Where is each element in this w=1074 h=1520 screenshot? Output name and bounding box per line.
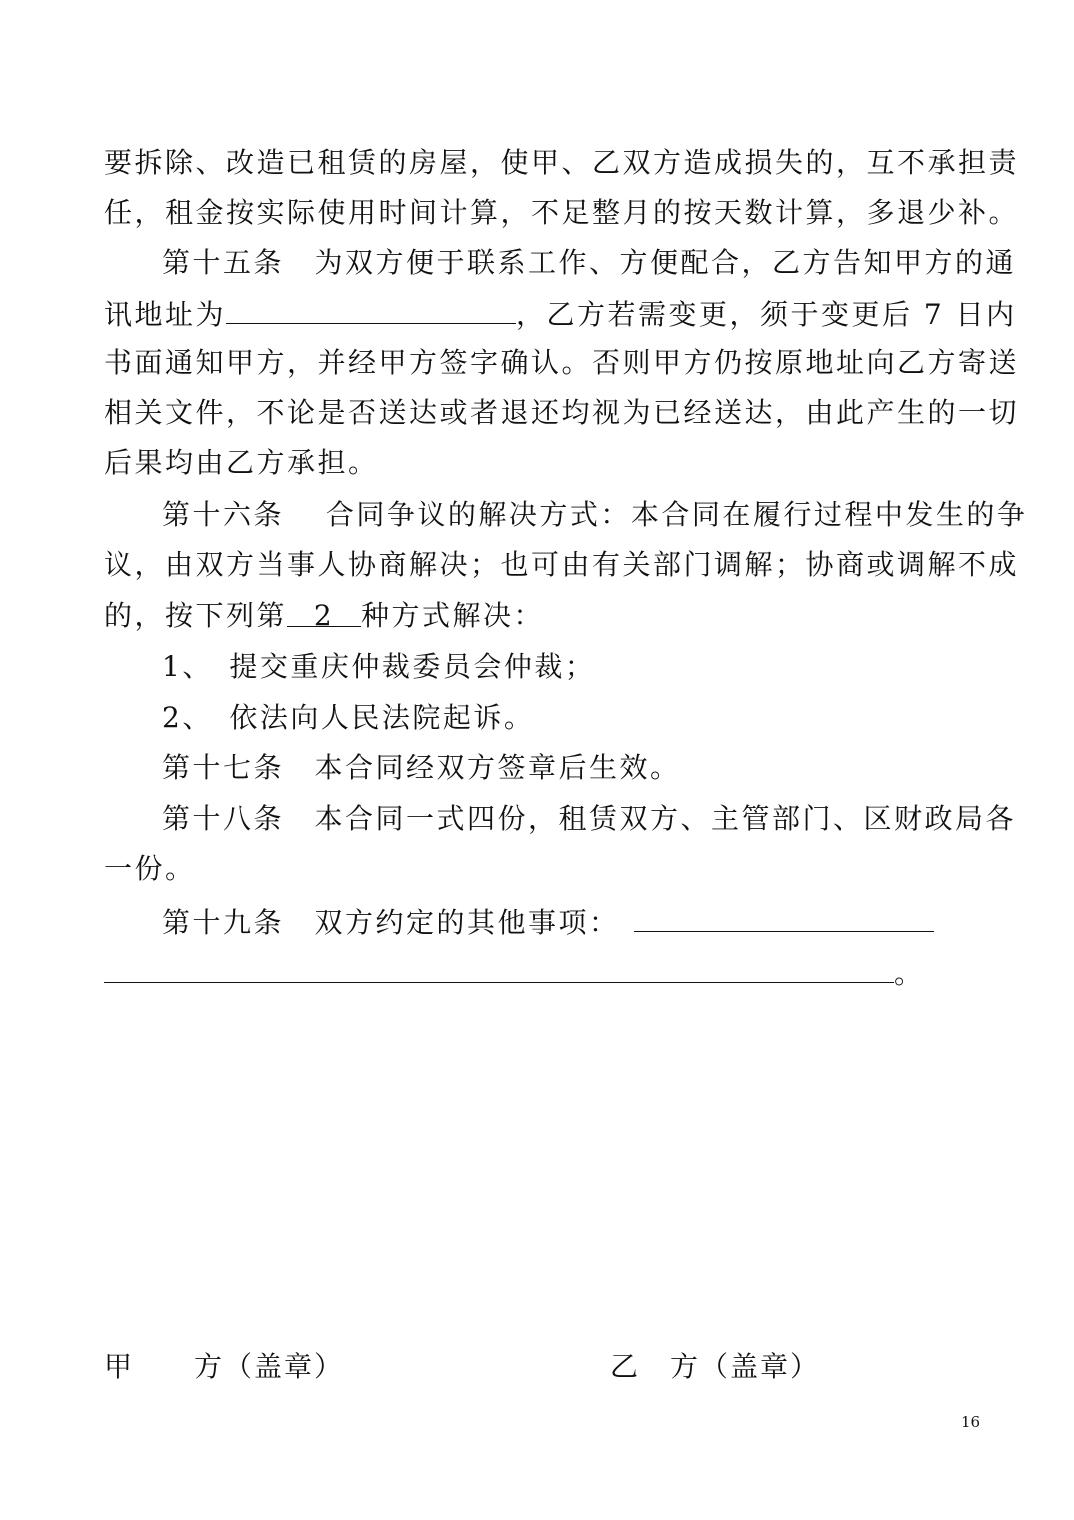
option-2: 2、 依法向人民法院起诉。	[162, 701, 535, 734]
option-choice-blank[interactable]	[287, 596, 361, 632]
article-15-line-4: 相关文件，不论是否送达或者退还均视为已经送达，由此产生的一切	[104, 396, 1020, 429]
option-choice-value: 2	[313, 599, 335, 632]
address-blank[interactable]	[226, 293, 516, 324]
article-15-line-3: 书面通知甲方，并经甲方签字确认。否则甲方仍按原地址向乙方寄送	[104, 346, 1020, 379]
other-matters-blank-2[interactable]	[104, 952, 894, 983]
article-19-line-1	[162, 901, 934, 943]
article-18-line-1: 第十八条 本合同一式四份，租赁双方、主管部门、区财政局各	[162, 802, 1017, 835]
page-number: 16	[961, 1413, 981, 1431]
party-a-seal: 甲 方（盖章）	[104, 1350, 345, 1383]
address-suffix: ，乙方若需变更，须于变更后 7 日内	[516, 298, 1017, 331]
article-16-line-1: 第十六条 合同争议的解决方式：本合同在履行过程中发生的争	[162, 498, 1028, 531]
article-16-line-3	[104, 596, 544, 636]
article-17: 第十七条 本合同经双方签章后生效。	[162, 751, 681, 784]
article-16-line-2: 议，由双方当事人协商解决；也可由有关部门调解；协商或调解不成	[104, 548, 1020, 581]
sentence-end: 。	[894, 957, 925, 990]
article-15-line-5: 后果均由乙方承担。	[104, 446, 379, 479]
text-line-2: 任，租金按实际使用时间计算，不足整月的按天数计算，多退少补。	[104, 196, 1020, 229]
text-line-1: 要拆除、改造已租赁的房屋，使甲、乙双方造成损失的，互不承担责	[104, 146, 1020, 179]
option-suffix: 种方式解决：	[361, 599, 545, 632]
address-label: 讯地址为	[104, 298, 227, 331]
article-19-line-2	[104, 952, 925, 994]
option-label: 的，按下列第	[104, 599, 288, 632]
article-18-line-2: 一份。	[104, 852, 196, 885]
article-15-line-1: 第十五条 为双方便于联系工作、方便配合，乙方告知甲方的通	[162, 246, 1017, 279]
other-matters-label: 第十九条 双方约定的其他事项：	[162, 906, 620, 939]
party-b-seal: 乙 方（盖章）	[610, 1350, 821, 1383]
other-matters-blank-1[interactable]	[634, 901, 934, 932]
article-15-line-2	[104, 293, 1017, 335]
option-1: 1、 提交重庆仲裁委员会仲裁；	[162, 650, 596, 683]
